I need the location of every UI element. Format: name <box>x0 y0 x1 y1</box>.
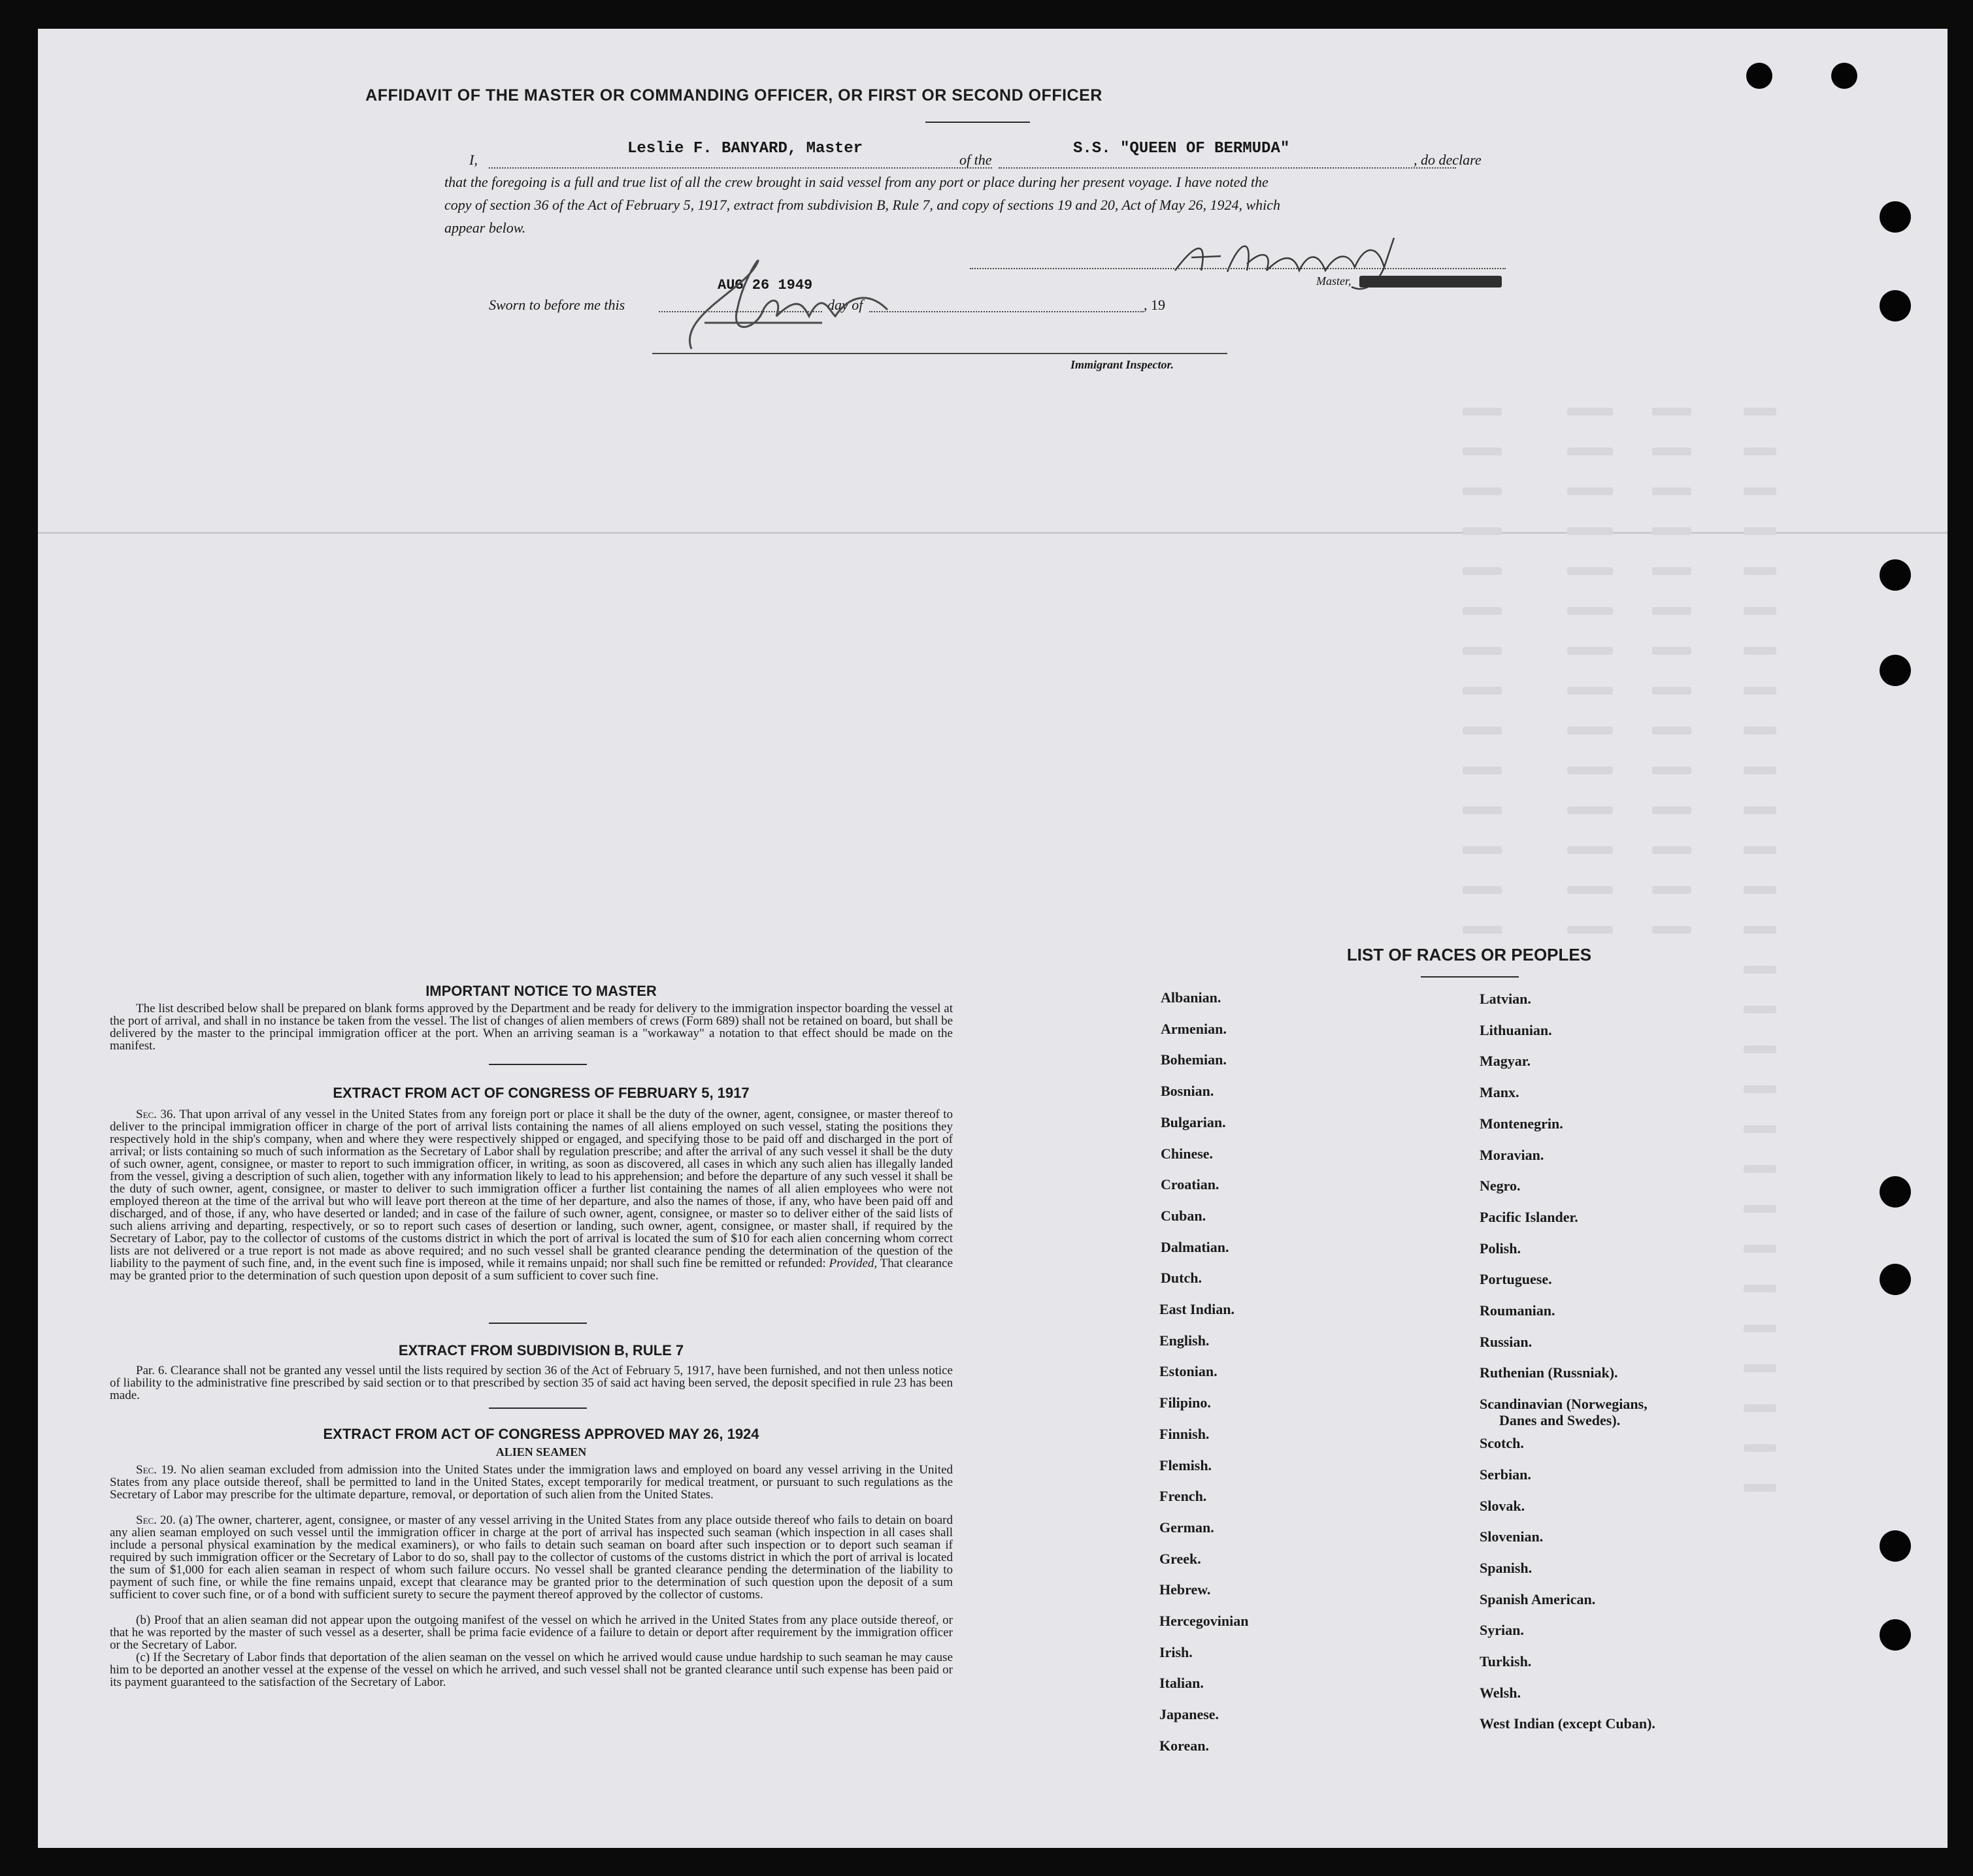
show-through-mark <box>1463 687 1502 695</box>
show-through-mark <box>1744 1285 1776 1292</box>
sec19-label: Sec. 19. <box>136 1463 177 1477</box>
race-item-left: Korean. <box>1159 1737 1209 1754</box>
show-through-mark <box>1567 846 1613 854</box>
races-title: LIST OF RACES OR PEOPLES <box>1346 945 1592 964</box>
notice-title: IMPORTANT NOTICE TO MASTER <box>425 983 657 999</box>
race-item-right: Spanish. <box>1480 1559 1533 1576</box>
show-through-mark <box>1652 408 1691 416</box>
show-through-mark <box>1567 527 1613 535</box>
race-item-left: Croatian. <box>1161 1176 1219 1193</box>
race-item-left: Dalmatian. <box>1161 1238 1229 1255</box>
show-through-mark <box>1744 727 1776 734</box>
extract-1924-sec19 <box>110 1464 953 1501</box>
extract-1924-sec20a <box>110 1514 953 1601</box>
race-item-right: Moravian. <box>1480 1146 1544 1163</box>
rule7-title: EXTRACT FROM SUBDIVISION B, RULE 7 <box>398 1342 684 1358</box>
show-through-mark <box>1744 1165 1776 1173</box>
race-item-left: French. <box>1159 1488 1207 1505</box>
show-through-mark <box>1744 687 1776 695</box>
race-item-left: Irish. <box>1159 1643 1193 1660</box>
show-through-mark <box>1744 1325 1776 1332</box>
extract-1917-provided: Provided, <box>829 1257 878 1270</box>
race-item-left: Estonian. <box>1159 1363 1218 1380</box>
race-item-right: Negro. <box>1480 1177 1521 1194</box>
master-label: Master, <box>1316 274 1351 288</box>
show-through-mark <box>1463 766 1502 774</box>
date-stamp: AUG 26 1949 <box>718 277 813 293</box>
race-item-left: Armenian. <box>1161 1020 1227 1037</box>
extract-1917-text: That upon arrival of any vessel in the United States from any foreign port or place it shall be the duty of the owner, agent, consignee, or master thereof to deliver to the principal immigration officer in charge of the port of arrival lists containing the names of all aliens employed on such vessel, stating the positions they respectively hold in the ship's company, when and where they were respectively shipped or engaged, and specifying those to be paid off and discharged in the port of arrival; or lists containing so much of such information as the Secretary of Labor shall by regulation prescribe; and after the arrival of any such vessel it shall be the duty of such owner, agent, consignee, or master to report to such immigration officer, in writing, as soon as discovered, all cases in which any such alien has illegally landed from the vessel, giving a description of such alien, together with any information likely to lead to his apprehension; and before the departure of any such vessel it shall be the duty of such owner, agent, consignee, or master to deliver to such immigration officer a further list containing the names of all alien employees who were not employed thereon at the time of the arrival but who will leave port thereon at the time of her departure, and also the names of those, if any, who have been paid off and discharged, and of those, if any, who have deserted or landed; and in case of the failure of such owner, agent, consignee, or master so to deliver either of the said lists of such aliens arriving and departing, respectively, or so to report such cases of desertion or landing, such owner, agent, consignee, or master shall, if required by the Secretary of Labor, pay to the collector of customs of the customs district in which the port of arrival is located the sum of $10 for each alien concerning whom correct lists are not delivered or a true report is not made as above required; and no such vessel shall be granted clearance pending the determination of the question of the liability to the payment of such fine, and, in the event such fine is imposed, while it remains unpaid; nor shall such fine be remitted or refunded: <box>110 1108 953 1270</box>
race-item-left: Finnish. <box>1159 1425 1210 1442</box>
show-through-mark <box>1652 846 1691 854</box>
race-item-left: Hebrew. <box>1159 1581 1211 1598</box>
race-item-left: Italian. <box>1159 1675 1204 1692</box>
show-through-mark <box>1744 846 1776 854</box>
race-item-right: Montenegrin. <box>1480 1115 1563 1132</box>
show-through-mark <box>1652 448 1691 455</box>
show-through-mark <box>1744 448 1776 455</box>
master-name-line <box>489 167 992 169</box>
do-declare-label: , do declare <box>1414 152 1482 168</box>
year-prefix: , 19 <box>1144 297 1165 313</box>
race-item-right: Manx. <box>1480 1084 1519 1101</box>
show-through-mark <box>1744 1245 1776 1253</box>
sec20-label: Sec. 20. <box>136 1513 176 1527</box>
extract-1917-title: EXTRACT FROM ACT OF CONGRESS OF FEBRUARY 5, 1917 <box>333 1085 750 1101</box>
extract-1917-divider <box>489 1323 587 1324</box>
race-item-right: Slovenian. <box>1480 1528 1544 1545</box>
sec20a-text: (a) The owner, charterer, agent, consignee, or master of any vessel arriving in the United States from any place outside thereof who fails to detain on board any alien seaman employed on such vessel until the immigration officer in charge at the port of arrival has inspected such seaman (which inspection in all cases shall include a personal physical examination by the medical examiners), or who fails to detain such seaman on board after such inspection or to deport such seaman if required by such immigration officer or the Secretary of Labor to do so, shall pay to the collector of customs of the customs district in which the port of arrival is located the sum of $1,000 for each alien seaman in respect of whom such failure occurs. No vessel shall be granted clearance pending the determination of the liability to payment of such fine, or while the fine remains unpaid, except that clearance may be granted prior to the determination of such question upon the deposit of a sum sufficient to cover such fine, or of a bond with sufficient surety to secure the payment thereof approved by the collector of customs. <box>110 1513 953 1602</box>
master-name: Leslie F. BANYARD, Master <box>627 140 863 157</box>
document-page <box>38 29 1948 1848</box>
show-through-mark <box>1567 766 1613 774</box>
binder-hole-icon <box>1880 1619 1911 1651</box>
race-item-left: Bohemian. <box>1161 1051 1227 1068</box>
show-through-mark <box>1744 408 1776 416</box>
show-through-mark <box>1744 1205 1776 1213</box>
show-through-mark <box>1744 1404 1776 1412</box>
show-through-mark <box>1463 647 1502 655</box>
show-through-mark <box>1567 687 1613 695</box>
show-through-mark <box>1652 766 1691 774</box>
show-through-mark <box>1652 727 1691 734</box>
race-item-right: Magyar. <box>1480 1053 1531 1070</box>
notice-divider <box>489 1064 587 1065</box>
show-through-mark <box>1463 527 1502 535</box>
show-through-mark <box>1744 607 1776 615</box>
race-item-right: Lithuanian. <box>1480 1021 1552 1038</box>
race-item-right: Scotch. <box>1480 1435 1524 1452</box>
show-through-mark <box>1744 1125 1776 1133</box>
show-through-mark <box>1463 926 1502 934</box>
race-item-left: Cuban. <box>1161 1207 1206 1224</box>
show-through-mark <box>1567 567 1613 575</box>
race-item-left: Greek. <box>1159 1550 1201 1567</box>
show-through-mark <box>1463 487 1502 495</box>
race-item-left: Dutch. <box>1161 1270 1202 1287</box>
show-through-mark <box>1744 487 1776 495</box>
show-through-mark <box>1744 1484 1776 1492</box>
show-through-mark <box>1744 1085 1776 1093</box>
race-item-right: Slovak. <box>1480 1497 1525 1514</box>
race-item-left: English. <box>1159 1332 1210 1349</box>
show-through-mark <box>1567 408 1613 416</box>
show-through-mark <box>1744 527 1776 535</box>
show-through-mark <box>1567 448 1613 455</box>
extract-1924-title: EXTRACT FROM ACT OF CONGRESS APPROVED MAY 26, 1924 <box>323 1426 759 1442</box>
show-through-mark <box>1567 926 1613 934</box>
extract-1917-tail: That clearance may be granted prior to the determination of such question upon deposit of a sum sufficient to cover such fine. <box>110 1257 953 1283</box>
show-through-mark <box>1567 806 1613 814</box>
race-item-left: Bulgarian. <box>1161 1113 1226 1130</box>
race-item-right: Latvian. <box>1480 991 1531 1007</box>
title-divider <box>925 122 1030 123</box>
binder-hole-icon <box>1880 559 1911 591</box>
day-of-label: day of <box>827 297 863 313</box>
race-item-left: Bosnian. <box>1161 1083 1214 1100</box>
race-item-left: East Indian. <box>1159 1301 1235 1317</box>
show-through-mark <box>1652 647 1691 655</box>
show-through-mark <box>1463 846 1502 854</box>
race-item-left: Hercegovinian <box>1159 1613 1249 1629</box>
show-through-mark <box>1567 487 1613 495</box>
notice-body: The list described below shall be prepared on blank forms approved by the Department and be ready for delivery to the immigration inspector boarding the vessel at the port of arrival, and shall in no instance be taken from the vessel. The list of changes of alien members of crews (Form 689) shall not be retained on board, but shall be delivered by the master to the principal immigration officer at the port. When an arriving seaman is a "workaway" a notation to that effect should be made on the manifest. <box>110 1002 953 1053</box>
show-through-mark <box>1652 487 1691 495</box>
declaration-line-3: appear below. <box>444 220 526 236</box>
vessel-name: S.S. "QUEEN OF BERMUDA" <box>1073 140 1290 157</box>
show-through-mark <box>1744 886 1776 894</box>
race-item-left: Chinese. <box>1161 1145 1214 1162</box>
show-through-mark <box>1463 806 1502 814</box>
show-through-mark <box>1463 727 1502 734</box>
show-through-mark <box>1744 1006 1776 1013</box>
race-item-right: Russian. <box>1480 1333 1533 1350</box>
race-item-right: Portuguese. <box>1480 1271 1552 1288</box>
binder-hole-icon <box>1746 63 1772 89</box>
race-item-right: West Indian (except Cuban). <box>1480 1715 1655 1732</box>
show-through-mark <box>1744 567 1776 575</box>
race-item-right: Roumanian. <box>1480 1302 1555 1319</box>
show-through-mark <box>1652 687 1691 695</box>
binder-hole-icon <box>1880 1264 1911 1295</box>
race-item-right: Serbian. <box>1480 1466 1531 1483</box>
inspector-signature-icon <box>665 251 914 355</box>
show-through-mark <box>1463 448 1502 455</box>
race-item-left: Japanese. <box>1159 1706 1219 1723</box>
race-item-right: Turkish. <box>1480 1653 1532 1670</box>
race-item-right: Welsh. <box>1480 1684 1521 1701</box>
race-item-right: Spanish American. <box>1480 1590 1596 1607</box>
binder-hole-icon <box>1880 1530 1911 1562</box>
show-through-mark <box>1652 527 1691 535</box>
race-item-right: Ruthenian (Russniak). <box>1480 1364 1618 1381</box>
show-through-mark <box>1567 647 1613 655</box>
extract-1924-sec20b: (b) Proof that an alien seaman did not appear upon the outgoing manifest of the vessel on which he arrived in the United States from any place outside thereof, or that he was reported by the master of such vessel as a deserter, shall be prima facie evidence of a failure to detain or deport after requirement by the immigration officer or the Secretary of Labor. <box>110 1613 953 1652</box>
race-item-left: Filipino. <box>1159 1394 1211 1411</box>
races-divider <box>1421 976 1519 978</box>
vessel-line <box>999 167 1456 169</box>
extract-1924-sec20c: (c) If the Secretary of Labor finds that deportation of the alien seaman on the vessel on which he arrived would cause undue hardship to such seaman he may cause him to be deported an another vessel at the expense of the vessel on which he arrived, and such vessel shall not be granted clearance until such expense has been paid or its payment guaranteed to the satisfaction of the Secretary of Labor. <box>110 1651 953 1689</box>
show-through-mark <box>1744 1444 1776 1452</box>
binder-hole-icon <box>1831 63 1857 89</box>
show-through-mark <box>1463 408 1502 416</box>
affidavit-title: AFFIDAVIT OF THE MASTER OR COMMANDING OFFICER, OR FIRST OR SECOND OFFICER <box>365 86 1103 105</box>
show-through-mark <box>1744 647 1776 655</box>
show-through-mark <box>1652 886 1691 894</box>
binder-hole-icon <box>1880 290 1911 321</box>
inspector-label: Immigrant Inspector. <box>1070 358 1174 371</box>
show-through-mark <box>1744 966 1776 974</box>
inspector-signature-line <box>652 353 1227 354</box>
extract-1924-subtitle: ALIEN SEAMEN <box>495 1445 587 1458</box>
race-item-right: Pacific Islander. <box>1480 1208 1578 1225</box>
show-through-mark <box>1463 886 1502 894</box>
struck-out-title <box>1359 276 1502 288</box>
declaration-line-1: that the foregoing is a full and true list of all the crew brought in said vessel from any port or place during her present voyage. I have noted the <box>444 174 1268 190</box>
race-item-left: Albanian. <box>1161 989 1221 1006</box>
race-item-left: German. <box>1159 1519 1214 1536</box>
show-through-mark <box>1652 806 1691 814</box>
show-through-mark <box>1463 567 1502 575</box>
show-through-mark <box>1744 1364 1776 1372</box>
show-through-mark <box>1567 727 1613 734</box>
show-through-mark <box>1652 607 1691 615</box>
show-through-mark <box>1463 607 1502 615</box>
binder-hole-icon <box>1880 1176 1911 1208</box>
rule7-divider <box>489 1407 587 1409</box>
show-through-mark <box>1652 926 1691 934</box>
show-through-mark <box>1567 886 1613 894</box>
race-item-right: Polish. <box>1480 1240 1521 1257</box>
show-through-mark <box>1744 766 1776 774</box>
show-through-mark <box>1744 806 1776 814</box>
binder-hole-icon <box>1880 655 1911 686</box>
race-item-right: Danes and Swedes). <box>1499 1412 1621 1429</box>
extract-1917-sec: Sec. 36. <box>136 1108 176 1121</box>
race-item-right: Scandinavian (Norwegians, <box>1480 1396 1648 1413</box>
race-item-left: Flemish. <box>1159 1456 1212 1473</box>
binder-hole-icon <box>1880 201 1911 233</box>
declaration-line-2: copy of section 36 of the Act of February 5, 1917, extract from subdivision B, Rule 7, and copy of sections 19 and 20, Act of May 26, 1924, which <box>444 197 1281 213</box>
race-item-right: Syrian. <box>1480 1622 1524 1639</box>
show-through-mark <box>1744 926 1776 934</box>
sec19-text: No alien seaman excluded from admission into the United States under the immigration laws and employed on board any vessel arriving in the United States from any place outside thereof, shall be permitted to land in the United States, except temporarily for medical treatment, or pursuant to such regulations as the Secretary of Labor may prescribe for the ultimate departure, removal, or deportation of such alien from the United States. <box>110 1463 953 1502</box>
show-through-mark <box>1744 1045 1776 1053</box>
extract-1917-body <box>110 1108 953 1282</box>
show-through-mark <box>1567 607 1613 615</box>
show-through-mark <box>1652 567 1691 575</box>
sworn-label: Sworn to before me this <box>489 297 625 313</box>
rule7-body: Par. 6. Clearance shall not be granted any vessel until the lists required by section 36 of the Act of February 5, 1917, have been furnished, and not then unless notice of liability to the administrative fine prescribed by said section or to that prescribed by section 35 of said act having been served, the deposit specified in rule 23 has been made. <box>110 1364 953 1402</box>
i-word: I, <box>469 152 478 168</box>
of-the-label: of the <box>959 152 992 168</box>
